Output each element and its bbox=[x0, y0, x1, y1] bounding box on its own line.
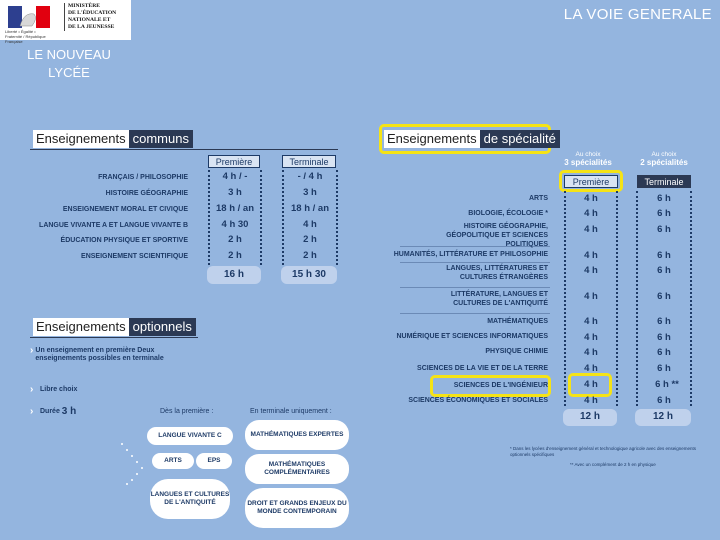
specialite-premiere-hours: 4 h bbox=[584, 347, 598, 358]
specialite-row-label: PHYSIQUE CHIMIE bbox=[485, 348, 548, 355]
specialite-col-premiere: Première bbox=[564, 175, 618, 188]
logo-caption: Liberté • Égalité • Fraternité / République Française bbox=[5, 29, 46, 44]
specialite-terminale-hours: 6 h ** bbox=[655, 379, 679, 390]
specialite-row-label: LITTÉRATURE, LANGUES ET CULTURES DE L'ANTIQUITÉ bbox=[450, 291, 548, 307]
optionnels-rule bbox=[30, 337, 198, 338]
specialite-terminale-hours: 6 h bbox=[657, 395, 671, 406]
communs-header-label: Enseignements bbox=[33, 130, 129, 148]
ministry-logo bbox=[0, 0, 131, 44]
communs-row-label: ENSEIGNEMENT MORAL ET CIVIQUE bbox=[62, 206, 188, 213]
optionnels-header bbox=[33, 318, 196, 336]
communs-header-tag: communs bbox=[129, 130, 193, 148]
communs-premiere-hours: 2 h bbox=[228, 234, 242, 245]
specialite-terminale-hours: 6 h bbox=[657, 332, 671, 343]
communs-dots-4 bbox=[336, 170, 338, 265]
optionnels-heading-terminale: En terminale uniquement : bbox=[250, 408, 332, 415]
specialite-terminale-hours: 6 h bbox=[657, 250, 671, 261]
option-droit: DROIT ET GRANDS ENJEUX DU MONDE CONTEMPORAIN bbox=[245, 488, 349, 528]
decorative-dots bbox=[118, 440, 148, 485]
communs-total-premiere: 16 h bbox=[223, 269, 244, 280]
specialite-terminale-hours: 6 h bbox=[657, 291, 671, 302]
specialite-premiere-hours: 4 h bbox=[584, 208, 598, 219]
specialite-row-label: SCIENCES DE LA VIE ET DE LA TERRE bbox=[417, 365, 548, 372]
specialite-premiere-hours: 4 h bbox=[584, 332, 598, 343]
specialite-dots-4 bbox=[690, 191, 692, 406]
page-subtitle: LE NOUVEAU LYCÉE bbox=[27, 47, 111, 80]
communs-terminale-hours: 2 h bbox=[303, 234, 317, 245]
communs-premiere-hours: 4 h / - bbox=[222, 171, 248, 182]
option-arts: ARTS bbox=[152, 453, 194, 469]
specialite-terminale-hours: 6 h bbox=[657, 193, 671, 204]
specialite-total-terminale: 12 h bbox=[652, 411, 673, 422]
communs-row-label: ÉDUCATION PHYSIQUE ET SPORTIVE bbox=[60, 237, 188, 244]
chevron-right-icon: › bbox=[30, 384, 34, 395]
specialite-terminale-hours: 6 h bbox=[657, 363, 671, 374]
specialite-separator bbox=[400, 313, 550, 314]
specialite-header-label: Enseignements bbox=[384, 130, 480, 148]
specialite-row-label: SCIENCES ÉCONOMIQUES ET SOCIALES bbox=[408, 397, 548, 404]
optionnels-bullet-2: › Libre choix bbox=[30, 384, 78, 395]
logo-text: MINISTÈRE DE L'ÉDUCATION NATIONALE ET DE LA JEUNESSE bbox=[64, 3, 134, 31]
specialite-total-premiere: 12 h bbox=[579, 411, 600, 422]
specialite-terminale-hours: 6 h bbox=[657, 347, 671, 358]
specialite-separator bbox=[400, 246, 550, 247]
specialite-row-label: SCIENCES DE L'INGÉNIEUR bbox=[453, 382, 548, 389]
communs-terminale-hours: 3 h bbox=[303, 187, 317, 198]
communs-total-terminale: 15 h 30 bbox=[292, 269, 326, 280]
optionnels-header-label: Enseignements bbox=[33, 318, 129, 336]
specialite-row-label: LANGUES, LITTÉRATURES ET CULTURES ÉTRANGÈRES bbox=[446, 265, 548, 281]
communs-row-label: LANGUE VIVANTE A ET LANGUE VIVANTE B bbox=[39, 222, 188, 229]
specialite-premiere-hours: 4 h bbox=[584, 395, 598, 406]
specialite-premiere-hours: 4 h bbox=[584, 379, 598, 390]
chevron-right-icon: › bbox=[30, 345, 34, 356]
communs-terminale-hours: 18 h / an bbox=[290, 203, 329, 214]
specialite-row-label: HUMANITÉS, LITTÉRATURE ET PHILOSOPHIE bbox=[393, 251, 548, 258]
page-title: LA VOIE GENERALE bbox=[563, 6, 712, 23]
specialite-header-tag: de spécialité bbox=[480, 130, 560, 148]
specialite-premiere-hours: 4 h bbox=[584, 224, 598, 235]
optionnels-bullet-3: › Durée 3 h bbox=[30, 406, 77, 417]
optionnels-header-tag: optionnels bbox=[129, 318, 196, 336]
option-maths-complementaires: MATHÉMATIQUES COMPLÉMENTAIRES bbox=[245, 454, 349, 484]
specialite-separator bbox=[400, 287, 550, 288]
specialite-premiere-hours: 4 h bbox=[584, 193, 598, 204]
specialite-premiere-hours: 4 h bbox=[584, 265, 598, 276]
communs-col-terminale: Terminale bbox=[282, 155, 336, 168]
specialite-row-label: HISTOIRE GÉOGRAPHIE, GÉOPOLITIQUE ET SCIENCES POLITIQUES bbox=[446, 223, 548, 248]
communs-terminale-hours: 2 h bbox=[303, 250, 317, 261]
communs-premiere-hours: 3 h bbox=[228, 187, 242, 198]
specialite-dots-2 bbox=[616, 191, 618, 406]
specialite-row-label: ARTS bbox=[528, 195, 548, 202]
communs-row-label: ENSEIGNEMENT SCIENTIFIQUE bbox=[81, 253, 188, 260]
specialite-separator bbox=[400, 262, 550, 263]
specialite-header bbox=[384, 130, 560, 148]
optionnels-heading-premiere: Dès la première : bbox=[160, 408, 214, 415]
communs-dots-2 bbox=[260, 170, 262, 265]
footnote-1: * Dans les lycées d'enseignement général et technologique agricole avec des enseignements optionnels spécifiques bbox=[510, 446, 696, 457]
specialite-terminale-hours: 6 h bbox=[657, 208, 671, 219]
footnote-2: ** Avec un complément de 2 h en physique bbox=[570, 462, 656, 467]
specialite-premiere-hours: 4 h bbox=[584, 363, 598, 374]
specialite-premiere-hours: 4 h bbox=[584, 316, 598, 327]
specialite-choice-premiere: Au choix 3 spécialités bbox=[564, 151, 612, 167]
marianne-flag-icon bbox=[8, 6, 50, 28]
option-eps: EPS bbox=[196, 453, 232, 469]
specialite-row-label: NUMÉRIQUE ET SCIENCES INFORMATIQUES bbox=[396, 333, 548, 340]
optionnels-bullet-1: › Un enseignement en première Deux enseignements possibles en terminale bbox=[30, 345, 164, 362]
communs-terminale-hours: 4 h bbox=[303, 219, 317, 230]
option-maths-expertes: MATHÉMATIQUES EXPERTES bbox=[245, 420, 349, 450]
communs-row-label: HISTOIRE GÉOGRAPHIE bbox=[105, 190, 188, 197]
communs-premiere-hours: 18 h / an bbox=[215, 203, 254, 214]
specialite-row-label: MATHÉMATIQUES bbox=[487, 318, 548, 325]
communs-terminale-hours: - / 4 h bbox=[297, 171, 323, 182]
communs-row-label: FRANÇAIS / PHILOSOPHIE bbox=[98, 174, 188, 181]
specialite-col-terminale: Terminale bbox=[637, 175, 691, 188]
chevron-right-icon: › bbox=[30, 406, 34, 417]
communs-premiere-hours: 4 h 30 bbox=[221, 219, 249, 230]
specialite-terminale-hours: 6 h bbox=[657, 224, 671, 235]
communs-premiere-hours: 2 h bbox=[228, 250, 242, 261]
specialite-terminale-hours: 6 h bbox=[657, 265, 671, 276]
communs-col-premiere: Première bbox=[208, 155, 260, 168]
specialite-premiere-hours: 4 h bbox=[584, 291, 598, 302]
communs-rule bbox=[30, 149, 338, 150]
option-lv-c: LANGUE VIVANTE C bbox=[147, 427, 233, 445]
specialite-premiere-hours: 4 h bbox=[584, 250, 598, 261]
option-lca: LANGUES ET CULTURES DE L'ANTIQUITÉ bbox=[150, 479, 230, 519]
specialite-choice-terminale: Au choix 2 spécialités bbox=[640, 151, 688, 167]
specialite-row-label: BIOLOGIE, ÉCOLOGIE * bbox=[468, 210, 548, 217]
specialite-terminale-hours: 6 h bbox=[657, 316, 671, 327]
communs-header bbox=[33, 130, 193, 148]
